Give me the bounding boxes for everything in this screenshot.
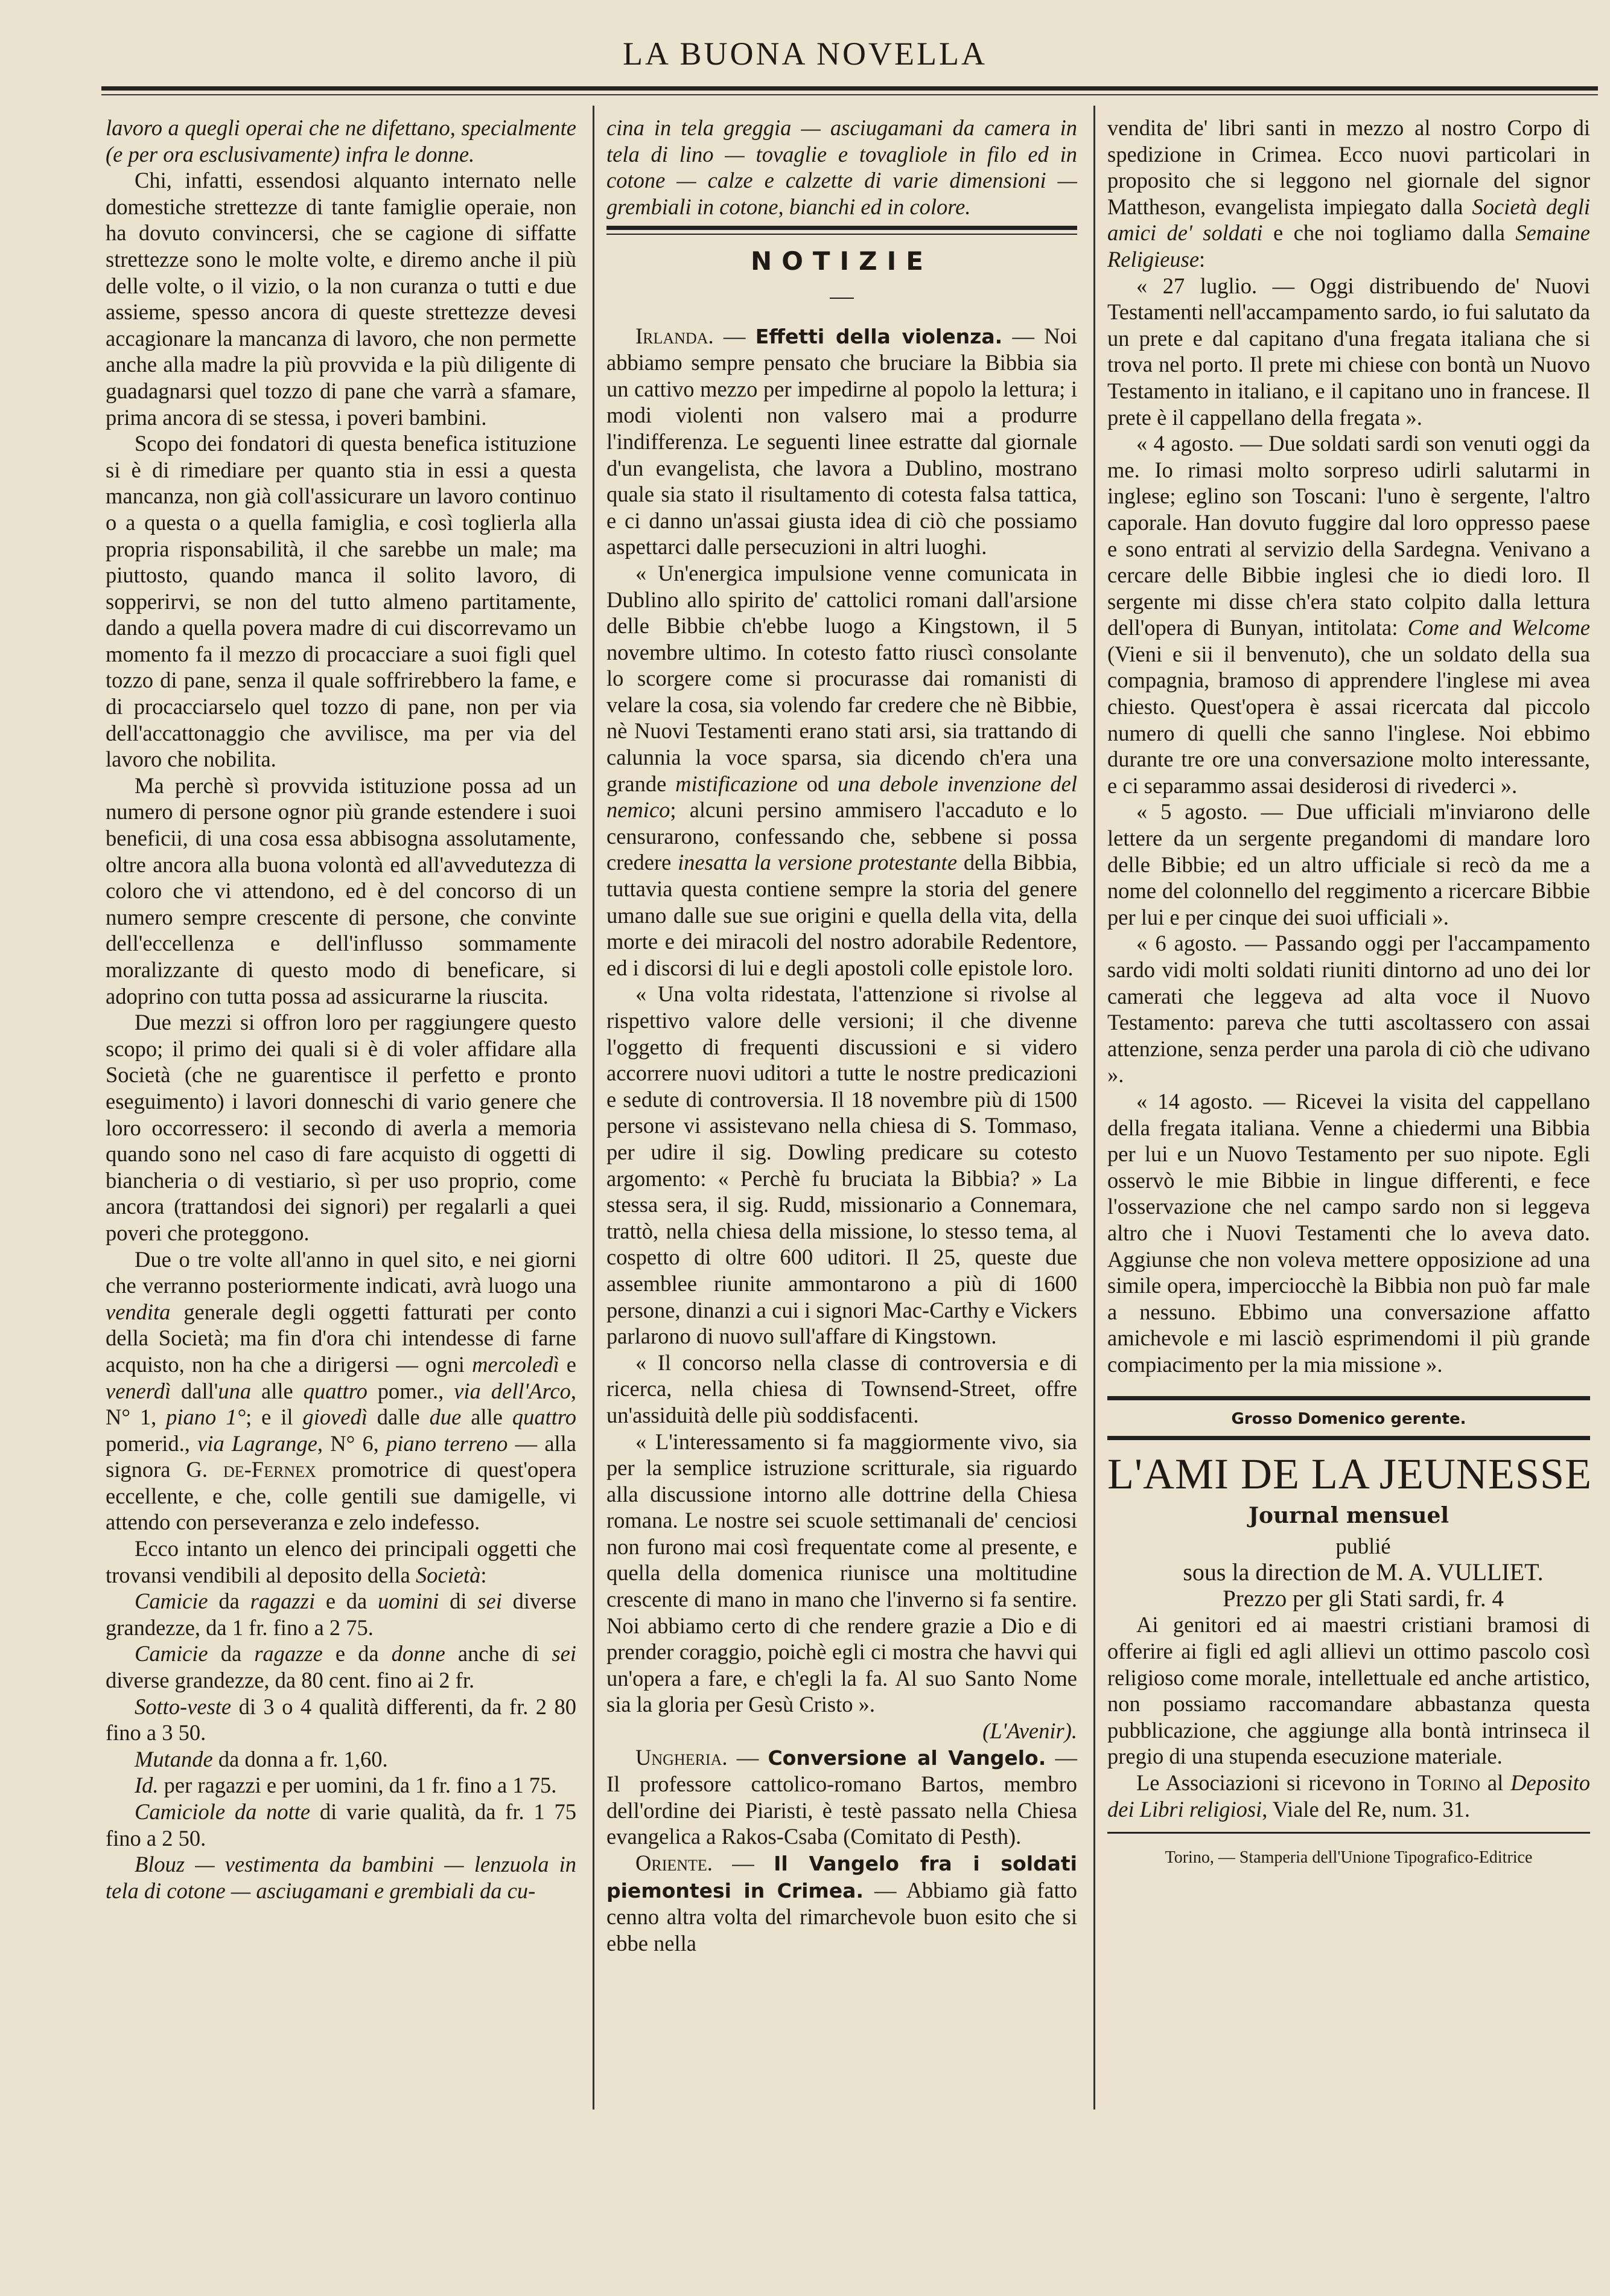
text: promotrice di quest'opera eccellente, e che, colle gentili sue damigelle, vi attendo con perseveranza e zelo indefesso. (106, 1457, 576, 1535)
paragraph-text: lavoro a quegli operai che ne difettano, specialmente (e per ora esclusivamente) infra le donne. (106, 115, 576, 167)
text: ; e il (246, 1405, 303, 1430)
text: anche di (445, 1641, 552, 1666)
paragraph: « 27 luglio. — Oggi distribuendo de' Nuovi Testamenti nell'accampamento sardo, io fui salutato da un prete e dal capitano d'una fregata italiana che si trova nel porto. Il prete mi chiese con bontà un Nuovo Testamento in italiano, e il capitano uno in francese. Il prete è il cappellano della fregata ». (1107, 273, 1590, 430)
list-item (106, 1799, 576, 1851)
paragraph: « 6 agosto. — Passando oggi per l'accampamento sardo vidi molti soldati riuniti dintorno ad uno dei lor camerati che leggeva ad alta voce il Nuovo Testamento: pareva che tutti ascoltassero con assai attenzione, senza perder una parola di ciò che udivano ». (1107, 931, 1590, 1088)
list-item (106, 1772, 576, 1799)
text: quattro (512, 1405, 576, 1430)
section-title: NOTIZIE (751, 246, 933, 276)
text: donne (391, 1641, 445, 1666)
column-2 (606, 115, 1077, 1956)
text: — alla signora G. (106, 1430, 577, 1482)
list-item (106, 1588, 576, 1641)
text: « Un'energica impulsione venne comunicata in Dublino allo spirito de' cattolici romani dall'arsione delle Bibbie ch'ebbe luogo a Kingstown, il 5 novembre ultimo. In cotesto fatto riuscì consolante lo scorgere come si procurasse dai romanisti di velare la cosa, sia volendo far credere che nè Bibbie, nè Nuovi Testamenti erano stati arsi, sia trattando di calunnia la voce sparsa, sia dicendo ch'era una grande (606, 560, 1077, 796)
text: al (1480, 1770, 1511, 1796)
text: , Viale del Re, num. 31. (1262, 1796, 1471, 1822)
text: Società degli amici de' soldati (1107, 194, 1591, 246)
paragraph (1107, 430, 1590, 799)
list-item (106, 1641, 576, 1693)
text: piano 1° (166, 1405, 246, 1430)
text: : (1199, 246, 1206, 272)
text: : (480, 1562, 487, 1587)
text: da donna a fr. 1,60. (212, 1746, 388, 1771)
paragraph: « Il concorso nella classe di controversia e di ricerca, nella chiesa di Townsend-Street, offre un'assiduità delle più soddisfacenti. (606, 1350, 1077, 1427)
section-rule (606, 226, 1077, 230)
text: e da (322, 1641, 392, 1666)
text: generale degli oggetti fatturati per conto della Società; ma fin d'ora chi intendesse di farne acquisto, non ha che a dirigersi — ogni (106, 1299, 576, 1377)
text: una debole invenzione del nemico (606, 771, 1077, 823)
text: cina in tela greggia — asciugamani da camera in tela di lino — tovaglie e tovagliole in filo ed in cotone — calze e calzette di varie dimensioni — grembiali in cotone, bianchi ed in colore. (606, 115, 1077, 219)
paragraph: « Una volta ridestata, l'attenzione si rivolse al rispettivo valore delle versioni; il che divenne l'oggetto di frequenti discussioni e si videro accorrere nuovi uditori a tutte le nostre predicazioni e sedute di controversia. Il 18 novembre più di 1500 persone vi assistevano nella chiesa di S. Tommaso, per udire il sig. Dowling predicare su cotesto argomento: « Perchè fu bruciata la Bibbia? » La stessa sera, il sig. Rudd, missionario a Connemara, trattò, nella chiesa della missione, lo stesso tema, al cospetto di oltre 600 uditori. Il 25, queste due assemblee riunite ammontarono a più di 1600 persone, dinanzi a cui i signori Mac-Carthy e Vickers parlarono di nuovo sull'affare di Kingstown. (606, 981, 1077, 1349)
text: una (218, 1378, 252, 1403)
column-divider (593, 106, 594, 2109)
paragraph: « 14 agosto. — Ricevei la visita del cappellano della fregata italiana. Venne a chiedermi una Bibbia per lui e un Nuovo Testamento per suo nipote. Egli osservò le mie Bibbie in lingue differenti, e fece l'osservazione che nel campo sardo non si leggeva altro che i Nuovi Testamenti che lo aveva dato. Aggiunse che non voleva mettere opposizione ad una simile opera, imperciocchè la Bibbia non può far male a nessuno. Ebbimo una conversazione affatto amichevole e mi lasciò esprimendomi il più grande compiacimento per la mia missione ». (1107, 1088, 1590, 1377)
text: uomini (378, 1589, 439, 1614)
text: ragazze (254, 1641, 323, 1666)
text: via dell'Arco (454, 1378, 571, 1403)
paragraph: Irlanda. — Effetti della violenza. — Noi abbiamo sempre pensato che bruciare la Bibbia sia un cattivo mezzo per impedirne al popolo la lettura; i modi violenti non valsero mai a produrre l'indifferenza. Le seguenti linee estratte dal giornale d'un evangelista, che lavora a Dublino, mostrano quale sia stato il risultamento di cotesta falsa tattica, e ci danno un'assai giusta idea di ciò che possiamo aspettarci dalle persecuzioni in altri luoghi. (606, 323, 1078, 560)
text: (Vieni e sii il benvenuto), che un soldato della sua compagnia, bramoso di apprendere l'inglese mi avea chiesto. Quest'opera è assai ricercata dal piccolo numero di quelli che sanno l'inglese. Noi ebbimo durante tre ore una conversazione molto interessante, e ci separammo assai desiderosi di rivederci ». (1107, 641, 1590, 798)
paragraph: Ungheria. — Conversione al Vangelo. — Il professore cattolico-romano Bartos, membro dell'ordine dei Piaristi, è testè passato nella Chiesa evangelica a Rakos-Csaba (Comitato di Pesth). (606, 1744, 1077, 1849)
column-3 (1107, 115, 1590, 1871)
text: alle (251, 1378, 304, 1403)
text: due (429, 1405, 462, 1430)
text: di (439, 1589, 478, 1614)
paragraph (1107, 1770, 1590, 1822)
text: per ragazzi e per uomini, da 1 fr. fino a 1 75. (158, 1773, 557, 1798)
advert-text: publié (1335, 1533, 1391, 1558)
text: di 3 o 4 qualità differenti, da fr. 2 80 fino a 3 50. (106, 1694, 576, 1746)
text: dall' (171, 1378, 218, 1403)
text: « 4 agosto. — Due soldati sardi son venuti oggi da me. Io rimasi molto sorpreso udirli salutarmi in inglese; eglino son Toscani: l'uno è sergente, l'altro caporale. Han dovuto fuggire dal loro oppresso paese e sono entrati al servizio della Sardegna. Venivano a cercare delle Bibbie inglesi che io diedi loro. Il sergente mi disse ch'era stato colpito dalla lettura dell'opera di Bunyan, intitolata: (1107, 431, 1590, 640)
text: mercoledì (472, 1351, 559, 1377)
text: venerdì (106, 1378, 171, 1403)
advert-price: Prezzo per gli Stati sardi, fr. 4 (1223, 1585, 1504, 1612)
text: Irlanda. (635, 323, 714, 348)
text: Come and Welcome (1407, 615, 1590, 640)
text: pomer., (367, 1378, 454, 1403)
section-rule-thin (606, 234, 1077, 235)
header-rule (101, 86, 1598, 91)
text: da (208, 1641, 255, 1666)
text: Semaine Religieuse (1107, 220, 1590, 272)
section-rule (1107, 1396, 1590, 1400)
list-item (106, 1694, 576, 1746)
text: Mutande (135, 1746, 213, 1771)
text: Blouz — vestimenta da bambini — lenzuola in tela di cotone — asciugamani e grembiali da cu- (106, 1852, 576, 1903)
paragraph: « L'interessamento si fa maggiormente vivo, sia per la semplice istruzione scritturale, sia riguardo alla discussione intorno alle dottrine della Chiesa romana. Le nostre sei scuole settimanali de' cenciosi non furono mai così frequentate come al presente, e quella della domenica riunisce una moltitudine crescente di mano in mano che l'inverno si fa sentire. Noi abbiamo certo di che rendere grazie a Dio e di prender coraggio, poichè egli ci mostra che havvi qui un'opera a fare, e ch'egli la fa. Al suo Santo Nome sia la gloria per Gesù Cristo ». (606, 1429, 1077, 1717)
paragraph: Ma perchè sì provvida istituzione possa ad un numero di persone ognor più grande estendere i suoi beneficii, di una cosa essa abbisogna assolutamente, oltre ancora alla buona volontà ed all'avvedutezza di coloro che vi attendono, ed è del concorso di un numero sempre crescente di persone, che convinte dell'eccellenza e dell'influsso sommamente moralizzante di questo modo di beneficare, si adoprino con tutta possa ad assicurarne la riuscita. (106, 773, 576, 1009)
text: e (559, 1351, 577, 1377)
text: Due o tre volte all'anno in quel sito, e nei giorni che verranno posteriormente indicati, avrà luogo una (106, 1246, 576, 1298)
paragraph (606, 115, 1077, 220)
advert-direction: sous la direction de M. A. VULLIET. (1183, 1558, 1544, 1586)
text: vendita (106, 1299, 171, 1324)
advert-body (1107, 1612, 1590, 1822)
divider-dash (606, 278, 1077, 305)
text: inesatta la versione protestante (678, 850, 958, 875)
paragraph (106, 1535, 576, 1588)
section-rule (1107, 1436, 1590, 1440)
text: — Noi abbiamo sempre pensato che bruciare la Bibbia sia un cattivo mezzo per impedirne al popolo la lettura; i modi violenti non valsero mai a produrre l'indifferenza. Le seguenti linee estratte dal giornale d'un evangelista, che lavora a Dublino, mostrano quale sia stato il risultamento di cotesta falsa tattica, e ci danno un'assai giusta idea di ciò che possiamo aspettarci dalle persecuzioni in altri luoghi. (606, 323, 1078, 560)
paragraph: Scopo dei fondatori di questa benefica istituzione si è di rimediare per quanto stia in essi a questa mancanza, non già coll'assicurare un lavoro continuo o a questa o a quella famiglia, e così toglierla alla propria risponsabilità, il che sarebbe un male; ma piuttosto, quando manca il solito lavoro, di sopperirvi, se non del tutto almeno partitamente, dando a quella povera madre di cui discorrevamo un momento fa il mezzo di procacciare a suoi figli quel tozzo di pane, senza il quale soffrirebbero la fame, e di procacciarselo quel tozzo di pane, non per via dell'accattonaggio che avvilisce, ma per via del lavoro che nobilita. (106, 431, 576, 772)
text: sei (477, 1589, 502, 1614)
column-divider (1093, 106, 1095, 2109)
text: ragazzi (250, 1589, 316, 1614)
text: da (208, 1589, 250, 1614)
text: alle (461, 1405, 512, 1430)
text: della Bibbia, tuttavia questa contiene sempre la storia del genere umano dalle sue sue origini e quella della vita, della morte e dei miracoli del nostro adorabile Redentore, ed i discorsi di lui e degli apostoli colle epistole loro. (606, 850, 1077, 980)
text: di varie qualità, da fr. 1 75 fino a 2 50. (106, 1799, 576, 1851)
text: , N° 1, (106, 1378, 576, 1430)
text: e da (315, 1589, 378, 1614)
paragraph: Ai genitori ed ai maestri cristiani bramosi di offerire ai figli ed agli allievi un ottimo pascolo così religioso come morale, intellettuale ed anche artistico, non possiamo raccomandare abbastanza questa pubblicazione, che aggiunge alla bontà intrinseca il pregio di una stupenda esecuzione materiale. (1107, 1612, 1590, 1769)
text: pomerid., (106, 1430, 198, 1456)
imprint-rule (1107, 1832, 1590, 1834)
paragraph (106, 1246, 576, 1536)
text: , N° 6, (317, 1430, 386, 1456)
masthead: LA BUONA NOVELLA (623, 36, 987, 72)
text: Deposito dei Libri religiosi (1107, 1770, 1590, 1822)
text: Ungheria. (635, 1744, 728, 1770)
text: Id. (135, 1773, 159, 1798)
text: vendita de' libri santi in mezzo al nostro Corpo di spedizione in Crimea. Ecco nuovi particolari in proposito che si leggono nel giornale del signor Mattheson, evangelista impiegato dalla (1107, 115, 1590, 219)
paragraph (606, 560, 1077, 981)
text: diverse grandezze, da 1 fr. fino a 2 75. (106, 1589, 576, 1640)
publisher-credit: Grosso Domenico gerente. (1231, 1409, 1466, 1428)
text: Camicie (135, 1589, 208, 1614)
text: giovedì (302, 1405, 368, 1430)
column-1 (106, 115, 576, 1904)
text: dalle (367, 1405, 430, 1430)
header-rule-thin (101, 94, 1598, 95)
advert-subtitle: Journal mensuel (1248, 1503, 1449, 1529)
article-headline: Il Vangelo fra i soldati piemontesi in Crimea. (606, 1852, 1077, 1902)
paragraph: Oriente. — Il Vangelo fra i soldati piemontesi in Crimea. — Abbiamo già fatto cenno altra volta del rimarchevole buon esito che si ebbe nella (606, 1851, 1077, 1956)
paragraph: « 5 agosto. — Due ufficiali m'inviarono delle lettere da un sergente pregandomi di mandare loro delle Bibbie; ed un altro ufficiale si recò da me a nome del colonnello del reggimento a ricercare Bibbie per lui e per cinque dei suoi ufficiali ». (1107, 799, 1590, 930)
text: e che noi togliamo dalla (1262, 220, 1516, 246)
text: Camicie (135, 1641, 208, 1666)
attribution: (L'Avenir). (982, 1718, 1077, 1744)
text: de-Fernex (223, 1457, 316, 1482)
text: Torino (1417, 1770, 1480, 1796)
text: sei (552, 1641, 576, 1666)
article-headline: Effetti della violenza. (755, 324, 1003, 348)
text: — Abbiamo già fatto cenno altra volta del rimarchevole buon esito che si ebbe nella (606, 1877, 1077, 1956)
item-list (106, 1588, 576, 1851)
paragraph (1107, 115, 1590, 273)
text: diverse grandezze, da 80 cent. fino ai 2 fr. (106, 1668, 475, 1693)
text: Le Associazioni si ricevono in (1136, 1770, 1418, 1796)
text: Sotto-veste (135, 1694, 232, 1719)
text: ; alcuni persino ammisero l'accaduto e lo censurarono, confessando che, sebbene si possa credere (606, 797, 1077, 875)
paragraph (106, 115, 576, 167)
paragraph: Due mezzi si offron loro per raggiungere questo scopo; il primo dei quali si è di voler affidare alla Società (che ne guarentisce il perfetto e pronto eseguimento) i lavori donneschi di vario genere che loro occorressero: il secondo di averla a memoria quando sono nel caso di fare acquisto di oggetti di biancheria o di vestiario, sì per uso proprio, come ancora (trattandosi dei signori) per regalarli a quei poveri che proteggono. (106, 1010, 576, 1245)
text: mistificazione (675, 771, 798, 796)
imprint: Torino, — Stamperia dell'Unione Tipografico-Editrice (1165, 1848, 1533, 1867)
list-item (106, 1851, 576, 1904)
text: quattro (303, 1378, 368, 1403)
text: Camiciole da notte (135, 1799, 311, 1824)
advert-title: L'AMI DE LA JEUNESSE (1107, 1450, 1592, 1499)
text: via Lagrange (197, 1430, 317, 1456)
list-item (106, 1746, 576, 1773)
text: Società (415, 1562, 481, 1587)
text: — Il professore cattolico-romano Bartos, membro dell'ordine dei Piaristi, è testè passato nella Chiesa evangelica a Rakos-Csaba (Comitato di Pesth). (606, 1744, 1077, 1849)
text: piano terreno (386, 1430, 508, 1456)
text: Oriente. (635, 1851, 713, 1875)
article-headline: Conversione al Vangelo. (768, 1746, 1046, 1770)
text: od (797, 771, 838, 796)
paragraph: Chi, infatti, essendosi alquanto internato nelle domestiche strettezze di tante famiglie operaie, non ha dovuto convincersi, che se cagione di siffatte strettezze sono le molte volte, e diremo anche il più delle volte, o il vizio, o la non curanza o tutti e due assieme, spesso ancora di queste strettezze devesi accagionare la mancanza di lavoro, che non permette anche alla madre la più provvida e la più diligente di guadagnarsi quel tozzo di pane che varrà a sfamare, prima ancora di se stessa, i poveri bambini. (106, 168, 576, 430)
text: Ecco intanto un elenco dei principali oggetti che trovansi vendibili al deposito della (106, 1536, 576, 1587)
